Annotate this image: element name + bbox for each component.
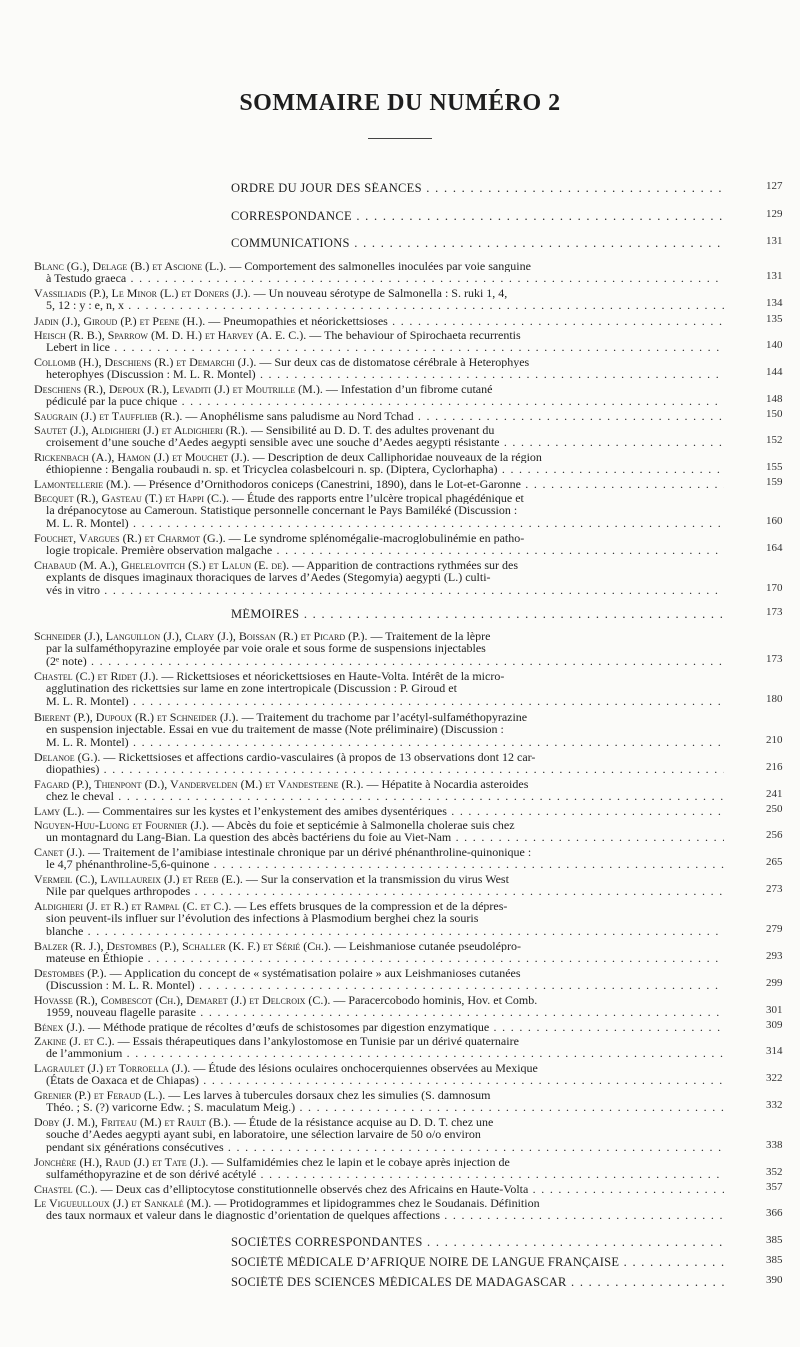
entry-title-line: (États de Oaxaca et de Chiapas) . . .: [34, 1074, 724, 1086]
page-number: 135: [766, 313, 783, 325]
entry-title-line: — Sur la conservation et la transmission du virus West: [245, 873, 509, 886]
entry-title-line: — Présence d’Ornithodoros coniceps (Canestrini, 1890), dans le Lot-et-Garonne: [133, 478, 521, 491]
entry-title-line: souche d’Aedes aegypti ayant subi, en laboratoire, une sélection larvaire de 50 o/o environ: [46, 1128, 481, 1141]
entry-title-line: — Abcès du foie et septicémie à Salmonella cholerae suis chez: [211, 819, 515, 832]
entry-title-line: 5, 12 : y : e, n, x . . .: [34, 299, 724, 311]
entry-title-line: en suspension injectable. Essai en vue du traitement de masse (Note préliminaire) (Discussion :: [46, 723, 504, 736]
toc-entry: [34, 383, 724, 408]
page-number: 210: [766, 733, 783, 746]
entry-title-line: heterophyes (Discussion : M. L. R. Montel) . . .: [34, 368, 724, 380]
entry-authors: Schneider (J.), Languillon (J.), Clary (J.), Boissan (R.) et Picard (P.).: [34, 630, 371, 643]
page-number: 159: [766, 476, 783, 488]
section-title: MÉMOIRES . . .: [34, 608, 724, 620]
entry-authors: Fagard (P.), Thienpont (D.), Vandervelden (M.) et Vandesteene (R.).: [34, 778, 367, 791]
entry-authors: Sautet (J.), Aldighieri (J.) et Aldighieri (R.).: [34, 424, 251, 437]
toc-entry: [34, 751, 724, 776]
toc-entry: [34, 329, 724, 354]
page-number: 256: [766, 829, 783, 842]
entry-title-line: — Le syndrome splénomégalie-macroglobulinémie en patho-: [228, 532, 525, 545]
toc-entry: [34, 900, 724, 937]
entry-title-line: — Sur deux cas de distomatose cérébrale à Heterophyes: [259, 356, 530, 369]
page-number: 385: [766, 1254, 783, 1266]
page-number: 216: [766, 761, 783, 774]
toc-entry: [34, 260, 724, 285]
entry-title-line: — Traitement de la lèpre: [370, 630, 491, 643]
entry-title-line: — Protidogrammes et lipidogrammes chez le Soudanais. Définition: [214, 1197, 540, 1210]
entry-title-line: sulfaméthopyrazine et de son dérivé acétylé . . .: [34, 1168, 724, 1180]
entry-title-line: — Traitement de l’amibiase intestinale chronique par un dérivé phénanthroline-quinonique :: [88, 846, 532, 859]
entry-authors: Jonchère (H.), Raud (J.) et Tate (J.).: [34, 1156, 212, 1169]
entry-title-line: agglutination des rickettsies sur lame en zone intertropicale (Discussion : P. Giroud et: [46, 682, 457, 695]
toc-entry: [34, 1197, 724, 1222]
toc-entry: [34, 1116, 724, 1153]
page-number: 150: [766, 408, 783, 420]
entry-authors: Bierent (P.), Dupoux (R.) et Schneider (J.).: [34, 711, 242, 724]
entry-title-line: le 4,7 phénanthroline-5,6-quinone . . .: [34, 858, 724, 870]
toc-entry: [34, 1156, 724, 1181]
entry-title-line: éthiopienne : Bengalia roubaudi n. sp. et Tricyclea colasbelcouri n. sp. (Diptera, Cyclorhapha) . . .: [34, 463, 724, 475]
toc-entry: [34, 940, 724, 965]
entry-title-line: — Étude de la résistance acquise au D. D. T. chez une: [233, 1116, 494, 1129]
entry-title-line: M. L. R. Montel) . . .: [34, 517, 724, 529]
toc-section-heading: [34, 210, 724, 222]
page-number: 314: [766, 1045, 783, 1058]
entry-authors: Chastel (C.) et Ridet (J.).: [34, 670, 162, 683]
page-number: 357: [766, 1181, 783, 1193]
entry-title-line: M. L. R. Montel) . . .: [34, 736, 724, 748]
entry-title-line: — Leishmaniose cutanée pseudolépro-: [334, 940, 521, 953]
entry-title-line: — Les larves à tubercules dorsaux chez les simulies (S. damnosum: [168, 1089, 491, 1102]
entry-authors: Lagraulet (J.) et Torroella (J.).: [34, 1062, 194, 1075]
page-number: 322: [766, 1072, 783, 1085]
page-number: 299: [766, 977, 783, 990]
page-number: 173: [766, 606, 783, 618]
page-number: 152: [766, 434, 783, 447]
entry-authors: Heisch (R. B.), Sparrow (M. D. H.) et Harvey (A. E. C.).: [34, 329, 310, 342]
entry-title-line: la drépanocytose au Cameroun. Statistique personnelle concernant le Pays Bamiléké (Discussion :: [46, 504, 518, 517]
entry-title-line: — Apparition de contractions rythmées sur des: [292, 559, 519, 572]
entry-title-line: — The behaviour of Spirochaeta recurrentis: [309, 329, 521, 342]
section-title: SOCIÉTÉ DES SCIENCES MÉDICALES DE MADAGASCAR . . .: [34, 1276, 724, 1288]
toc-entry: [34, 1062, 724, 1087]
section-title: SOCIÉTÉ MÉDICALE D’AFRIQUE NOIRE DE LANGUE FRANÇAISE . . .: [34, 1256, 724, 1268]
toc-section-heading: [34, 1256, 724, 1268]
page-number: 279: [766, 922, 783, 935]
entry-title-line: — Étude des lésions oculaires onchocerquiennes observées au Mexique: [193, 1062, 538, 1075]
entry-title-line: vés in vitro . . .: [34, 584, 724, 596]
page-number: 180: [766, 692, 783, 705]
entry-authors: Canet (J.).: [34, 846, 88, 859]
entry-authors: Delanoe (G.).: [34, 751, 104, 764]
page-number: 366: [766, 1207, 783, 1220]
entry-authors: Balzer (R. J.), Destombes (P.), Schaller (K. F.) et Sérié (Ch.).: [34, 940, 335, 953]
entry-authors: Doby (J. M.), Friteau (M.) et Rault (B.).: [34, 1116, 234, 1129]
page-number: 127: [766, 180, 783, 192]
toc-entry: [34, 1035, 724, 1060]
page-number: 265: [766, 856, 783, 869]
toc-entry: [34, 532, 724, 557]
entry-title-line: — Étude des rapports entre l’ulcère tropical phagédénique et: [231, 492, 524, 505]
toc-entry: [34, 630, 724, 667]
entry-authors: Jadin (J.), Giroud (P.) et Peene (H.).: [34, 315, 209, 328]
entry-authors: Destombes (P.).: [34, 967, 110, 980]
toc-entry: [34, 410, 724, 422]
section-title: CORRESPONDANCE . . .: [34, 210, 724, 222]
entry-authors: Rickenbach (A.), Hamon (J.) et Mouchet (J.).: [34, 451, 253, 464]
page-number: 134: [766, 297, 783, 310]
entry-authors: Saugrain (J.) et Taufflieb (R.).: [34, 410, 186, 423]
entry-title-line: de l’ammonium . . .: [34, 1047, 724, 1059]
toc-entry: [34, 478, 724, 490]
toc-entry: [34, 1089, 724, 1114]
entry-title-line: des taux normaux et valeur dans le diagnostic d’orientation de quelques affections . . .: [34, 1209, 724, 1221]
page-number: 140: [766, 339, 783, 352]
entry-title-line: pédiculé par la puce chique . . .: [34, 395, 724, 407]
entry-authors: Vassiliadis (P.), Le Minor (L.) et Doners (J.).: [34, 287, 254, 300]
entry-authors: Aldighieri (J. et R.) et Rampal (C. et C.).: [34, 900, 235, 913]
entry-title-line: — Sulfamidémies chez le lapin et le cobaye après injection de: [211, 1156, 510, 1169]
page-number: 164: [766, 542, 783, 555]
page-number: 301: [766, 1004, 783, 1017]
toc-entry: [34, 315, 724, 327]
entry-title-line: pendant six générations consécutives . . .: [34, 1141, 724, 1153]
page-number: 170: [766, 581, 783, 594]
entry-authors: Fouchet, Vargues (R.) et Charmot (G.).: [34, 532, 229, 545]
entry-title-line: — Rickettsioses et affections cardio-vasculaires (à propos de 13 observations dont 12 car-: [103, 751, 536, 764]
entry-title-line: (2ᵉ note) . . .: [34, 655, 724, 667]
toc-entry: [34, 492, 724, 529]
toc-entry: [34, 994, 724, 1019]
entry-title-line: — Description de deux Calliphoridae nouveaux de la région: [252, 451, 542, 464]
page-title: SOMMAIRE DU NUMÉRO 2: [239, 90, 561, 116]
entry-title-line: — Un nouveau sérotype de Salmonella : S. ruki 1, 4,: [253, 287, 508, 300]
page-number: 160: [766, 514, 783, 527]
toc-entry: [34, 873, 724, 898]
toc-entry: [34, 967, 724, 992]
entry-title-line: — Application du concept de « systématisation polaire » aux Leishmanioses cutanées: [109, 967, 521, 980]
entry-title-line: Lebert in lice . . .: [34, 341, 724, 353]
toc-entry: [34, 846, 724, 871]
entry-title-line: sion peuvent-ils influer sur l’évolution des infections à Plasmodium berghei chez la souris: [46, 912, 479, 925]
page-number: 250: [766, 803, 783, 815]
entry-authors: Becquet (R.), Gasteau (T.) et Happi (C.).: [34, 492, 232, 505]
page-number: 332: [766, 1099, 783, 1112]
entry-authors: Nguyen-Huu-Luong et Fournier (J.).: [34, 819, 212, 832]
section-title: COMMUNICATIONS . . .: [34, 237, 724, 249]
page-number: 273: [766, 883, 783, 896]
section-title: SOCIÉTÉS CORRESPONDANTES . . .: [34, 1236, 724, 1248]
section-title: ORDRE DU JOUR DES SÉANCES . . .: [34, 182, 724, 194]
page-number: 131: [766, 270, 783, 283]
entry-title-line: par la sulfaméthopyrazine employée par voie orale et sous forme de suspensions injectables: [46, 642, 486, 655]
entry-title-line: — Hépatite à Nocardia asteroides: [366, 778, 529, 791]
page-number: 129: [766, 208, 783, 220]
page-number: 148: [766, 393, 783, 406]
toc-section-heading: [34, 608, 724, 620]
entry-authors: Deschiens (R.), Depoux (R.), Levaditi (J.) et Moutrille (M.).: [34, 383, 326, 396]
toc-section-heading: [34, 1236, 724, 1248]
page-number: 390: [766, 1274, 783, 1286]
entry-title-line: mateuse en Éthiopie . . .: [34, 952, 724, 964]
toc-entry: [34, 559, 724, 596]
entry-authors: Lamy (L.).: [34, 805, 88, 818]
entry-title-line: explants de disques imaginaux thoraciques de larves d’Aedes (Stegomyia) aegypti (L.) culti-: [46, 571, 491, 584]
entry-title-line: — Pneumopathies et néorickettsioses: [208, 315, 388, 328]
page-number: 241: [766, 788, 783, 801]
page-number: 309: [766, 1019, 783, 1031]
entry-title-line: diopathies) . . .: [34, 763, 724, 775]
entry-authors: Zakine (J. et C.).: [34, 1035, 118, 1048]
entry-authors: Chabaud (M. A.), Ghelelovitch (S.) et Lalun (E. de).: [34, 559, 293, 572]
entry-authors: Grenier (P.) et Feraud (L.).: [34, 1089, 169, 1102]
entry-title-line: un montagnard du Lang-Bian. La question des abcès bactériens du foie au Viet-Nam . . .: [34, 831, 724, 843]
entry-title-line: — Sensibilité au D. D. T. des adultes provenant du: [250, 424, 495, 437]
page-number: 144: [766, 366, 783, 379]
entry-title-line: Théo. ; S. (?) varicorne Edw. ; S. maculatum Meig.) . . .: [34, 1101, 724, 1113]
toc-entry: [34, 711, 724, 748]
entry-title-line: — Essais thérapeutiques dans l’ankylostomose en Tunisie par un dérivé quaternaire: [117, 1035, 519, 1048]
toc-section-heading: [34, 182, 724, 194]
entry-title-line: Nile par quelques arthropodes . . .: [34, 885, 724, 897]
page-number: 155: [766, 461, 783, 474]
entry-authors: Le Vigueulloux (J.) et Sankalé (M.).: [34, 1197, 215, 1210]
toc-entry: [34, 356, 724, 381]
page-number: 293: [766, 950, 783, 963]
entry-title-line: — Commentaires sur les kystes et l’enkystement des amibes dysentériques: [87, 805, 447, 818]
entry-title-line: — Anophélisme sans paludisme au Nord Tchad: [185, 410, 414, 423]
entry-authors: Vermeil (C.), Lavillaureix (J.) et Reeb (E.).: [34, 873, 246, 886]
entry-title-line: croisement d’une souche d’Aedes aegypti sensible avec une souche d’Aedes aegypti résistante . . .: [34, 436, 724, 448]
entry-title-line: — Rickettsioses et néorickettsioses en Haute-Volta. Intérêt de la micro-: [161, 670, 505, 683]
toc-entry: [34, 670, 724, 707]
entry-title-line: — Infestation d’un fibrome cutané: [325, 383, 493, 396]
page-number: 131: [766, 235, 783, 247]
entry-title-line: — Les effets brusques de la compression et de la dépres-: [234, 900, 508, 913]
entry-title-line: blanche . . .: [34, 925, 724, 937]
entry-authors: Blanc (G.), Delage (B.) et Ascione (L.).: [34, 260, 230, 273]
page-number: 173: [766, 652, 783, 665]
entry-title-line: — Méthode pratique de récoltes d’œufs de schistosomes par digestion enzymatique: [88, 1021, 490, 1034]
entry-authors: Chastel (C.).: [34, 1183, 101, 1196]
toc-entry: [34, 1183, 724, 1195]
toc-section-heading: [34, 237, 724, 249]
entry-title-line: — Comportement des salmonelles inoculées par voie sanguine: [229, 260, 531, 273]
entry-authors: Collomb (H.), Deschiens (R.) et Demarchi (J.).: [34, 356, 260, 369]
toc-entry: [34, 424, 724, 449]
toc-section-heading: [34, 1276, 724, 1288]
page-number: 385: [766, 1234, 783, 1246]
entry-title-line: (Discussion : M. L. R. Montel) . . .: [34, 979, 724, 991]
page-number: 338: [766, 1138, 783, 1151]
entry-authors: Hovasse (R.), Combescot (Ch.), Demaret (J.) et Delcroix (C.).: [34, 994, 334, 1007]
toc-entry: [34, 778, 724, 803]
entry-title-line: — Deux cas d’elliptocytose constitutionnelle observés chez des Africains en Haute-Volta: [100, 1183, 529, 1196]
entry-title-line: — Traitement du trachome par l’acétyl-sulfaméthopyrazine: [241, 711, 528, 724]
toc-entry: [34, 1021, 724, 1033]
entry-authors: Lamontellerie (M.).: [34, 478, 134, 491]
toc-entry: [34, 805, 724, 817]
toc-entry: [34, 451, 724, 476]
toc-entry: [34, 819, 724, 844]
page-number: 352: [766, 1166, 783, 1179]
entry-authors: Bénex (J.).: [34, 1021, 88, 1034]
toc-entry: [34, 287, 724, 312]
entry-title-line: logie tropicale. Première observation malgache . . .: [34, 544, 724, 556]
entry-title-line: à Testudo graeca . . .: [34, 272, 724, 284]
entry-title-line: chez le cheval . . .: [34, 790, 724, 802]
entry-title-line: 1959, nouveau flagelle parasite . . .: [34, 1006, 724, 1018]
entry-title-line: — Paracercobodo hominis, Hov. et Comb.: [333, 994, 538, 1007]
entry-title-line: M. L. R. Montel) . . .: [34, 695, 724, 707]
